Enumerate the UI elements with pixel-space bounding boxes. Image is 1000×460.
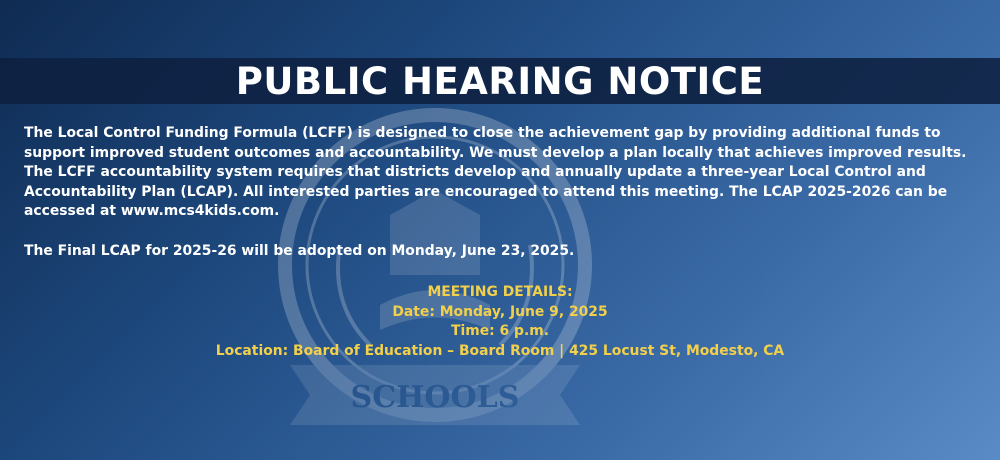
- meeting-date: Date: Monday, June 9, 2025: [392, 303, 608, 320]
- meeting-location: Location: Board of Education – Board Room | 425 Locust St, Modesto, CA: [215, 342, 785, 359]
- seal-schools-text: SCHOOLS: [350, 380, 520, 415]
- adoption-paragraph: The Final LCAP for 2025-26 will be adopted on Monday, June 23, 2025.: [24, 242, 575, 259]
- meeting-time: Time: 6 p.m.: [451, 323, 549, 340]
- meeting-details: [0, 283, 1000, 361]
- meeting-details-heading: MEETING DETAILS:: [427, 284, 573, 300]
- notice-body: [24, 124, 979, 262]
- title-bar: [0, 58, 1000, 104]
- lcff-paragraph: The Local Control Funding Formula (LCFF) is designed to close the achievement gap by providing additional funds to support improved student outcomes and accountability. We must develop a plan locally that achieves improved results. The LCFF accountability system requires that districts develop and annually update a three-year Local Control and Accountability Plan (LCAP). All interested parties are encouraged to attend this meeting. The LCAP 2025-2026 can be accessed at www.mcs4kids.com.: [24, 125, 967, 220]
- page-title: PUBLIC HEARING NOTICE: [235, 59, 765, 103]
